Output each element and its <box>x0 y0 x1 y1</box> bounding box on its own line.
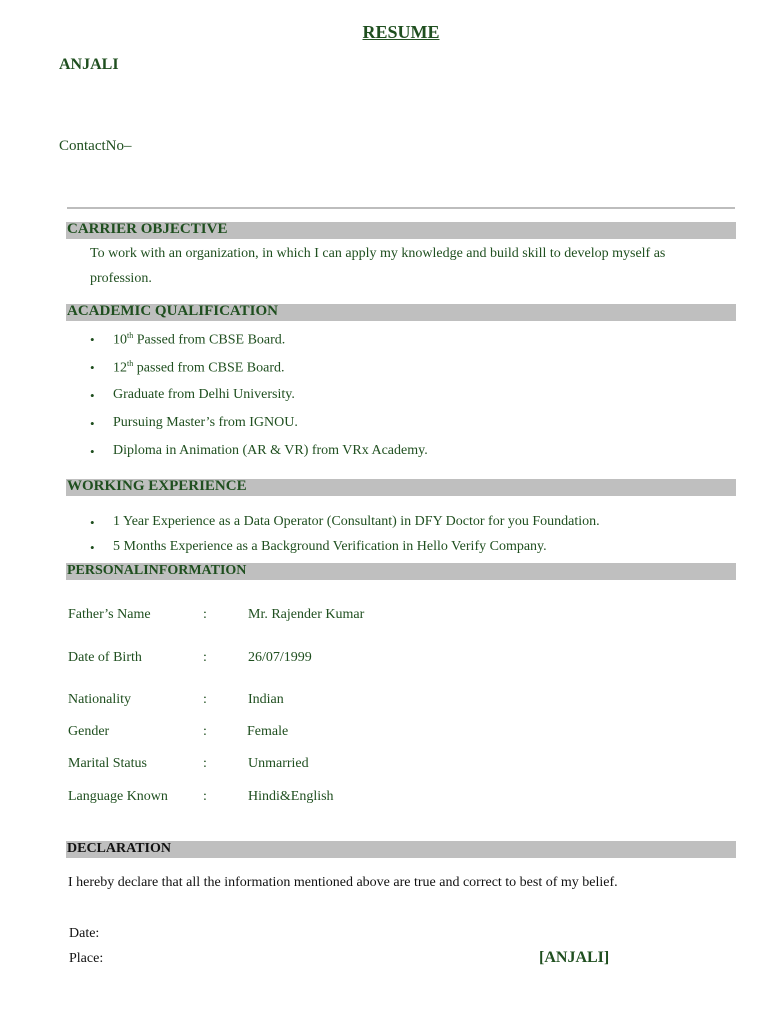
field-value-dob: 26/07/1999 <box>248 650 312 665</box>
date-label: Date: <box>69 926 100 941</box>
objective-line-2: profession. <box>90 271 152 286</box>
field-separator: : <box>203 607 207 622</box>
list-item: 1 Year Experience as a Data Operator (Consultant) in DFY Doctor for you Foundation. <box>113 514 600 529</box>
declaration-text: I hereby declare that all the information mentioned above are true and correct to best of my belief. <box>68 875 618 890</box>
field-separator: : <box>203 650 207 665</box>
bullet-icon: • <box>90 360 95 375</box>
bullet-icon: • <box>90 416 95 431</box>
section-header-declaration <box>66 841 736 858</box>
list-item: Diploma in Animation (AR & VR) from VRx Academy. <box>113 443 428 458</box>
field-label-dob: Date of Birth <box>68 650 142 665</box>
place-label: Place: <box>69 951 104 966</box>
list-item: 10th Passed from CBSE Board. <box>113 331 286 348</box>
section-title-declaration: DECLARATION <box>67 841 171 856</box>
list-item: Pursuing Master’s from IGNOU. <box>113 415 298 430</box>
section-header-academic <box>66 304 736 321</box>
bullet-icon: • <box>90 332 95 347</box>
field-value-marital: Unmarried <box>248 756 309 771</box>
bullet-icon: • <box>90 540 95 555</box>
section-title-objective: CARRIER OBJECTIVE <box>67 221 228 237</box>
section-title-personal: PERSONALINFORMATION <box>67 563 247 578</box>
bullet-icon: • <box>90 515 95 530</box>
bullet-icon: • <box>90 388 95 403</box>
header-divider <box>67 207 735 209</box>
list-item: Graduate from Delhi University. <box>113 387 295 402</box>
field-separator: : <box>203 724 207 739</box>
field-label-gender: Gender <box>68 724 110 739</box>
objective-line-1: To work with an organization, in which I can apply my knowledge and build skill to develop myself as <box>90 246 666 261</box>
field-label-marital: Marital Status <box>68 756 147 771</box>
field-separator: : <box>203 756 207 771</box>
section-header-experience <box>66 479 736 496</box>
signature-name: [ANJALI] <box>539 949 610 966</box>
section-header-objective <box>66 222 736 239</box>
section-title-academic: ACADEMIC QUALIFICATION <box>67 303 278 319</box>
field-separator: : <box>203 692 207 707</box>
field-label-language: Language Known <box>68 789 168 804</box>
field-separator: : <box>203 789 207 804</box>
page-title: RESUME <box>362 22 440 42</box>
bullet-icon: • <box>90 444 95 459</box>
field-value-language: Hindi&English <box>248 789 334 804</box>
list-item: 12th passed from CBSE Board. <box>113 359 285 376</box>
field-label-father: Father’s Name <box>68 607 151 622</box>
field-value-father: Mr. Rajender Kumar <box>248 607 365 622</box>
field-value-nationality: Indian <box>248 692 284 707</box>
section-title-experience: WORKING EXPERIENCE <box>67 478 247 494</box>
field-label-nationality: Nationality <box>68 692 131 707</box>
objective-text <box>90 241 730 291</box>
field-value-gender: Female <box>247 724 289 739</box>
section-header-personal <box>66 563 736 580</box>
contact-line: ContactNo– <box>59 138 132 154</box>
candidate-name: ANJALI <box>59 56 119 73</box>
list-item: 5 Months Experience as a Background Verification in Hello Verify Company. <box>113 539 547 554</box>
